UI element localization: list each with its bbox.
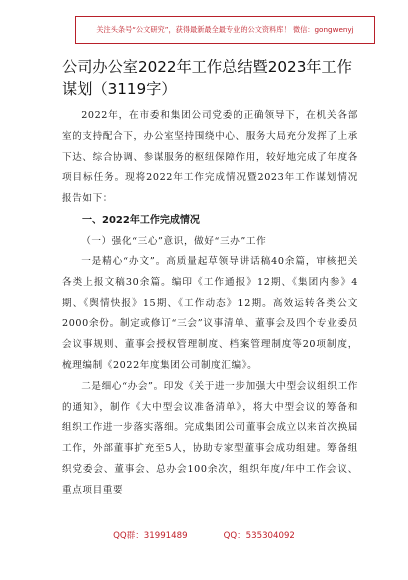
body-paragraph-2: 二是细心“办会”。印发《关于进一步加强大中型会议组织工作的通知》，制作《大中型会议准备清单》，将大中型会议的筹备和组织工作进一步落实落细。完成集团公司董事会成立以来首次换届工作，外部董事扩充至5人，协助专家型董事会成功组建。筹备组织党委会、董事会、总办会100余次，组织年度/年中工作会议、重点项目重要 (62, 380, 358, 496)
document-body (62, 56, 358, 502)
document-title: 公司办公室2022年工作总结暨2023年工作谋划（3119字） (62, 58, 352, 98)
footer-contact (0, 529, 408, 541)
section-heading: 一、2022年工作完成情况 (82, 214, 200, 226)
body-paragraph-1: 一是精心“办文”。高质量起草领导讲话稿40余篇，审核把关各类上报文稿30余篇。编印《工作通报》12期、《集团内参》4期、《舆情快报》15期、《工作动态》12期。高效运转各类公文2000余份。制定或修订“三会”议事清单、董事会及四个专业委员会议事规则、董事会授权管理制度、档案管理制度等20项制度，梳理编制《2022年度集团公司制度汇编》。 (62, 255, 358, 371)
footer-qq: QQ：535304092 (223, 531, 295, 541)
promo-banner (75, 16, 375, 44)
promo-banner-text: 关注头条号“公文研究”，获得最新最全最专业的公文资料库！ 微信：gongwenyj (96, 25, 354, 34)
intro-paragraph: 2022年，在市委和集团公司党委的正确领导下，在机关各部室的支持配合下，办公室坚持围绕中心、服务大局充分发挥了上承下达、综合协调、参谋服务的枢纽保障作用，较好地完成了年度各项目标任务。现将2022年工作完成情况暨2023年工作谋划情况报告如下： (62, 110, 358, 205)
footer-qq-group: QQ群：31991489 (113, 531, 188, 541)
subsection-heading: （一）强化“三心”意识，做好“三办”工作 (81, 235, 267, 247)
